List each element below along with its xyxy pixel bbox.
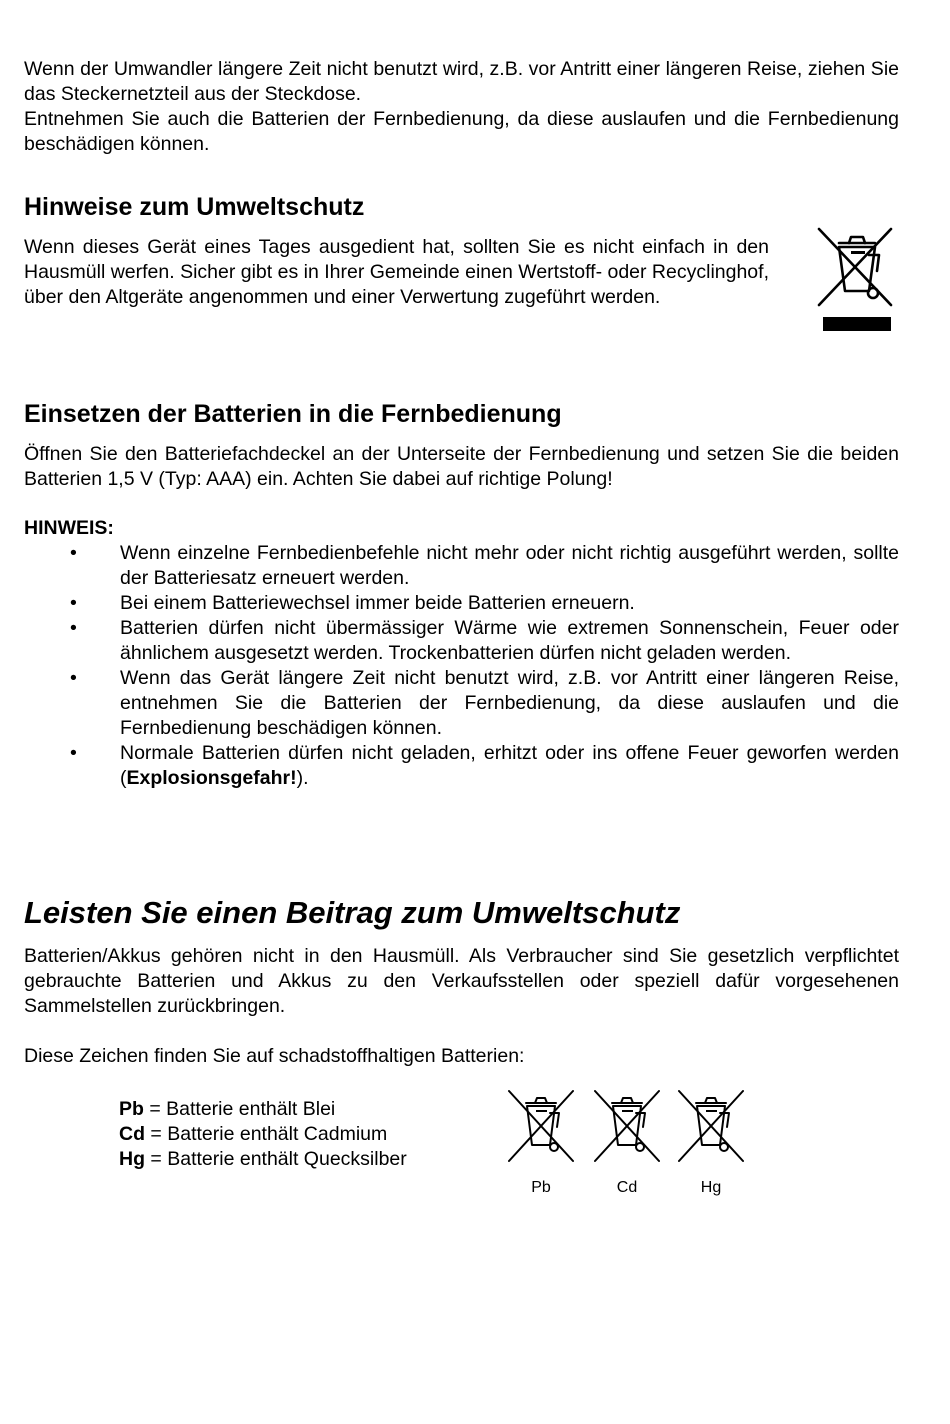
batteries-section [24, 399, 899, 791]
environment-text: Wenn dieses Gerät eines Tages ausgedient hat, sollten Sie es nicht einfach in den Hausmüll werfen. Sicher gibt es in Ihrer Gemeinde einen Wertstoff- oder Recyclinghof, über den Altgeräte angenommen und einer Verwertung zugeführt werden. [24, 236, 769, 308]
pb-bin-label: Pb [531, 1179, 551, 1196]
notes-list [24, 541, 899, 791]
legend-row: Cd = Batterie enthält Cadmium [119, 1123, 388, 1145]
contribution-text: Batterien/Akkus gehören nicht in den Hausmüll. Als Verbraucher sind Sie gesetzlich verpflichtet gebrauchte Batterien und Akkus zu den Verkaufsstellen oder speziell dafür vorgesehenen Sammelstellen zurückbringen. [24, 945, 899, 1017]
legend-row: Hg = Batterie enthält Quecksilber [119, 1148, 407, 1170]
crossed-out-bin-icon [811, 217, 899, 335]
bullet-icon: • [70, 592, 77, 614]
bullet-icon: • [70, 667, 77, 689]
battery-bin-icons [504, 1087, 754, 1197]
intro-paragraph-2: Entnehmen Sie auch die Batterien der Fernbedienung, da diese auslaufen und die Fernbedienung beschädigen können. [24, 108, 899, 155]
cd-bin-label: Cd [616, 1179, 638, 1196]
pb-bin-icon [504, 1087, 578, 1197]
bullet-icon: • [70, 742, 77, 764]
hg-bin-label: Hg [700, 1179, 722, 1196]
environment-section [24, 192, 899, 310]
note-item: • Bei einem Batteriewechsel immer beide Batterien erneuern. [70, 592, 635, 614]
note-item: • Normale Batterien dürfen nicht geladen, erhitzt oder ins offene Feuer geworfen werden (Explosionsgefahr!). [70, 742, 899, 789]
legend-row: Pb = Batterie enthält Blei [119, 1098, 336, 1120]
note-item: • Wenn einzelne Fernbedienbefehle nicht mehr oder nicht richtig ausgeführt werden, sollte der Batteriesatz erneuert werden. [70, 542, 899, 589]
contribution-section [24, 895, 899, 1069]
bullet-icon: • [70, 617, 77, 639]
environment-heading: Hinweise zum Umweltschutz [24, 193, 365, 221]
note-item: • Batterien dürfen nicht übermässiger Wärme wie extremen Sonnenschein, Feuer oder ähnlichem ausgesetzt werden. Trockenbatterien dürfen nicht geladen werden. [70, 617, 899, 664]
intro-section [24, 57, 899, 157]
hg-bin-icon [674, 1087, 748, 1197]
note-item: • Wenn das Gerät längere Zeit nicht benutzt wird, z.B. vor Antritt einer längeren Reise, entnehmen Sie die Batterien der Fernbedienung, da diese auslaufen und die Fernbedienung beschädigen können. [70, 667, 899, 739]
cd-bin-icon [590, 1087, 664, 1197]
batteries-heading: Einsetzen der Batterien in die Fernbedienung [24, 400, 562, 428]
battery-legend [119, 1097, 407, 1172]
symbols-hint: Diese Zeichen finden Sie auf schadstoffhaltigen Batterien: [24, 1045, 525, 1067]
intro-paragraph-1: Wenn der Umwandler längere Zeit nicht benutzt wird, z.B. vor Antritt einer längeren Reise, ziehen Sie das Steckernetzteil aus der Steckdose. [24, 58, 899, 105]
bullet-icon: • [70, 542, 77, 564]
note-label: HINWEIS: [24, 517, 114, 539]
contribution-heading: Leisten Sie einen Beitrag zum Umweltschutz [24, 895, 681, 930]
document-page [24, 57, 899, 1196]
batteries-text: Öffnen Sie den Batteriefachdeckel an der Unterseite der Fernbedienung und setzen Sie die beiden Batterien 1,5 V (Typ: AAA) ein. Achten Sie dabei auf richtige Polung! [24, 443, 899, 490]
explosion-warning: Explosionsgefahr! [126, 767, 297, 789]
